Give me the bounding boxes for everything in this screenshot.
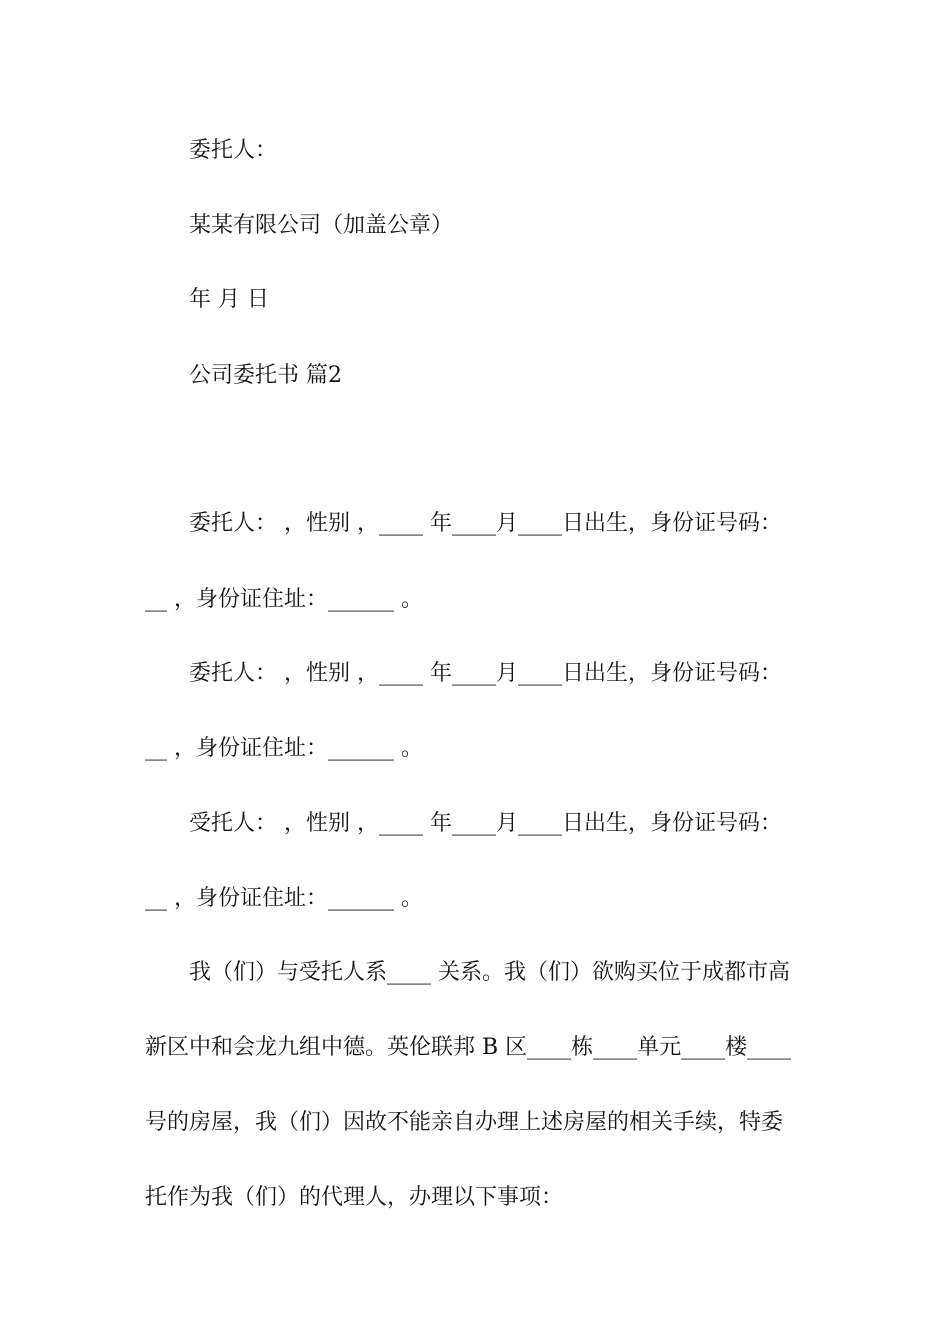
body-paragraph-line-4: 托作为我（们）的代理人，办理以下事项： [145, 1185, 564, 1210]
principal-1-line-1: 委托人： ，性别 ，____ 年____月____日出生，身份证号码： [189, 511, 782, 536]
principal-1-line-2: __ ，身份证住址：______ 。 [145, 587, 423, 612]
body-paragraph-line-3: 号的房屋，我（们）因故不能亲自办理上述房屋的相关手续，特委 [145, 1110, 784, 1135]
company-seal-line: 某某有限公司（加盖公章） [189, 213, 454, 238]
principal-2-line-2: __ ，身份证住址：______ 。 [145, 736, 423, 761]
agent-line-2: __ ，身份证住址：______ 。 [145, 886, 423, 911]
agent-line-1: 受托人： ，性别 ，____ 年____月____日出生，身份证号码： [189, 811, 782, 836]
principal-2-line-1: 委托人： ，性别 ，____ 年____月____日出生，身份证号码： [189, 661, 782, 686]
body-paragraph-line-1: 我（们）与受托人系____ 关系。我（们）欲购买位于成都市高 [189, 960, 790, 985]
principal-label: 委托人： [189, 138, 278, 163]
section-title: 公司委托书 篇2 [189, 363, 342, 388]
body-paragraph-line-2: 新区中和会龙九组中德。英伦联邦 B 区____栋____单元____楼____ [145, 1035, 792, 1060]
date-line: 年 月 日 [189, 287, 269, 312]
